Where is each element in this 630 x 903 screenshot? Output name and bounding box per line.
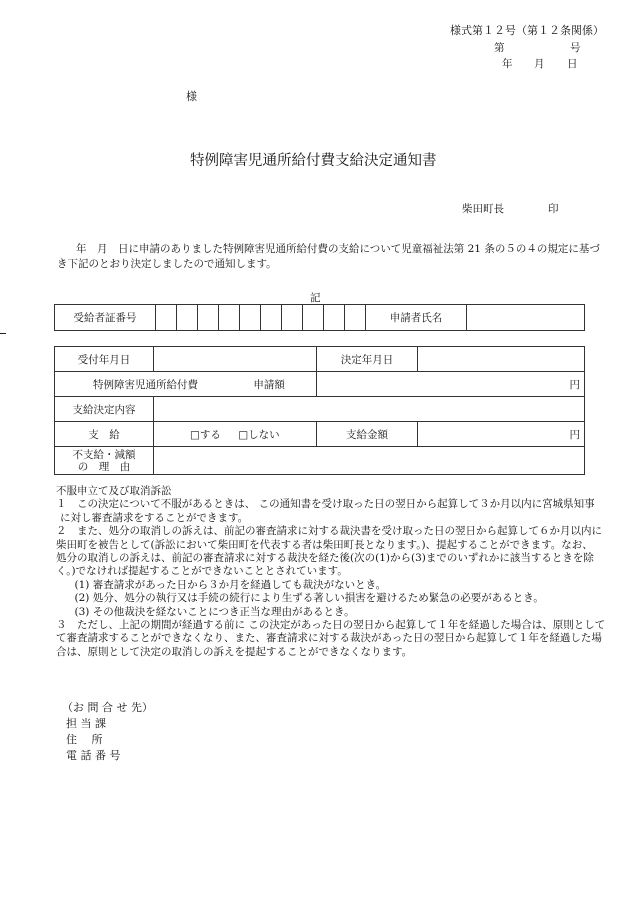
contact-phone: 電 話 番 号	[66, 749, 121, 762]
intro-line-1: 年 月 日に申請のありました特例障害児通所給付費の支給について児童福祉法第 21 条の５の４の規定に基づ	[76, 243, 600, 255]
cert-digit-cell[interactable]	[177, 305, 198, 331]
contact-block	[62, 700, 153, 764]
date-month: 月	[534, 58, 545, 70]
date-year: 年	[502, 58, 513, 70]
page-title: 特例障害児通所給付費支給決定通知書	[190, 153, 437, 169]
cert-number-label: 受給者証番号	[55, 305, 156, 331]
document-number-prefix: 第	[494, 42, 505, 54]
payment-amount-field[interactable]	[418, 422, 585, 447]
cert-digit-cell[interactable]	[261, 305, 282, 331]
cert-digit-cell[interactable]	[219, 305, 240, 331]
recipient-table	[54, 304, 585, 331]
contact-department: 担 当 課	[66, 717, 106, 730]
payment-amount-label: 支給金額	[317, 422, 418, 447]
reason-label-line-2: の 理 由	[77, 460, 131, 473]
content-label: 支給決定内容	[55, 397, 154, 422]
margin-mark	[0, 333, 6, 334]
notice-line: １ この決定について不服があるときは、 この通知書を受け取った日の翌日から起算して３か月以内に宮城県知事	[56, 498, 595, 511]
notice-line: (2) 処分、処分の執行又は手続の続行により生ずる著しい損害を避けるため緊急の必要があるとき。	[64, 592, 544, 605]
issuer-name: 柴田町長	[462, 203, 504, 215]
cert-digit-cell[interactable]	[282, 305, 303, 331]
ki-label: 記	[310, 292, 321, 304]
notice-line: 処分の取消しの訴えは、前記の審査請求に対する裁決を経た後(次の(1)から(3)までのいずれかに該当するときを除	[56, 552, 594, 565]
decision-date-label: 決定年月日	[317, 347, 418, 372]
benefit-label: 特例障害児通所給付費	[93, 378, 198, 391]
decision-table	[54, 346, 585, 475]
applied-amount-label: 申請額	[253, 378, 285, 391]
notice-heading: 不服申立て及び取消訴訟	[56, 485, 172, 497]
contact-heading: （お 問 合 せ 先）	[62, 701, 153, 714]
cert-digit-cell[interactable]	[303, 305, 324, 331]
applied-amount-field[interactable]	[317, 372, 585, 397]
reason-field[interactable]	[154, 447, 585, 475]
option-no-checkbox[interactable]: □しない	[238, 428, 280, 441]
applicant-name-field[interactable]	[467, 305, 585, 331]
applicant-name-label: 申請者氏名	[366, 305, 467, 331]
content-field[interactable]	[154, 397, 585, 422]
decision-date-field[interactable]	[418, 347, 585, 372]
cert-digit-cell[interactable]	[156, 305, 177, 331]
notice-line: (3) その他裁決を経ないことにつき正当な理由があるとき。	[64, 605, 355, 618]
appeal-notice	[56, 485, 605, 659]
document-number-suffix: 号	[570, 42, 581, 54]
yen-unit: 円	[569, 428, 580, 441]
yen-unit: 円	[569, 378, 580, 391]
notice-line: ２ また、処分の取消しの訴えは、前記の審査請求に対する裁決書を受け取った日の翌日から起算して６か月以内に	[56, 525, 602, 538]
issuer-seal: 印	[548, 203, 559, 215]
intro-line-2: き下記のとおり決定しましたので通知します。	[57, 258, 277, 270]
notice-line: ３ ただし、上記の期間が経過する前に この決定があった日の翌日から起算して１年を経過した場合は、原則として	[56, 619, 606, 632]
notice-line: 合は、原則として決定の取消しの訴えを提起することができなくなります。	[56, 645, 413, 658]
reason-label	[55, 447, 154, 475]
payment-options	[154, 422, 317, 447]
notice-line: (1) 審査請求があった日から３か月を経過しても裁決がないとき。	[64, 578, 387, 591]
cert-digit-cell[interactable]	[324, 305, 345, 331]
addressee-honorific: 様	[186, 90, 197, 103]
cert-digit-cell[interactable]	[240, 305, 261, 331]
received-date-field[interactable]	[154, 347, 317, 372]
contact-address: 住 所	[66, 733, 103, 746]
date-day: 日	[567, 58, 578, 70]
notice-line: 柴田町を被告として(訴訟において柴田町を代表する者は柴田町長となります。)、提起することができます。なお、	[56, 538, 593, 551]
benefit-applied-amount-label	[55, 372, 317, 397]
payment-label: 支 給	[55, 422, 154, 447]
notice-line: く。)でなければ提起することができないこととされています。	[56, 565, 348, 578]
reason-label-line-1: 不支給・減額	[72, 448, 136, 461]
notice-line: て審査請求することができなくなり、また、審査請求に対する裁決があった日の翌日から起算して１年を経過した場	[56, 632, 602, 645]
notice-line: に対し審査請求をすることができます。	[60, 511, 249, 524]
cert-digit-cell[interactable]	[345, 305, 366, 331]
form-number: 様式第１２号（第１２条関係）	[450, 24, 604, 37]
cert-digit-cell[interactable]	[198, 305, 219, 331]
option-yes-checkbox[interactable]: □する	[190, 428, 221, 441]
received-date-label: 受付年月日	[55, 347, 154, 372]
